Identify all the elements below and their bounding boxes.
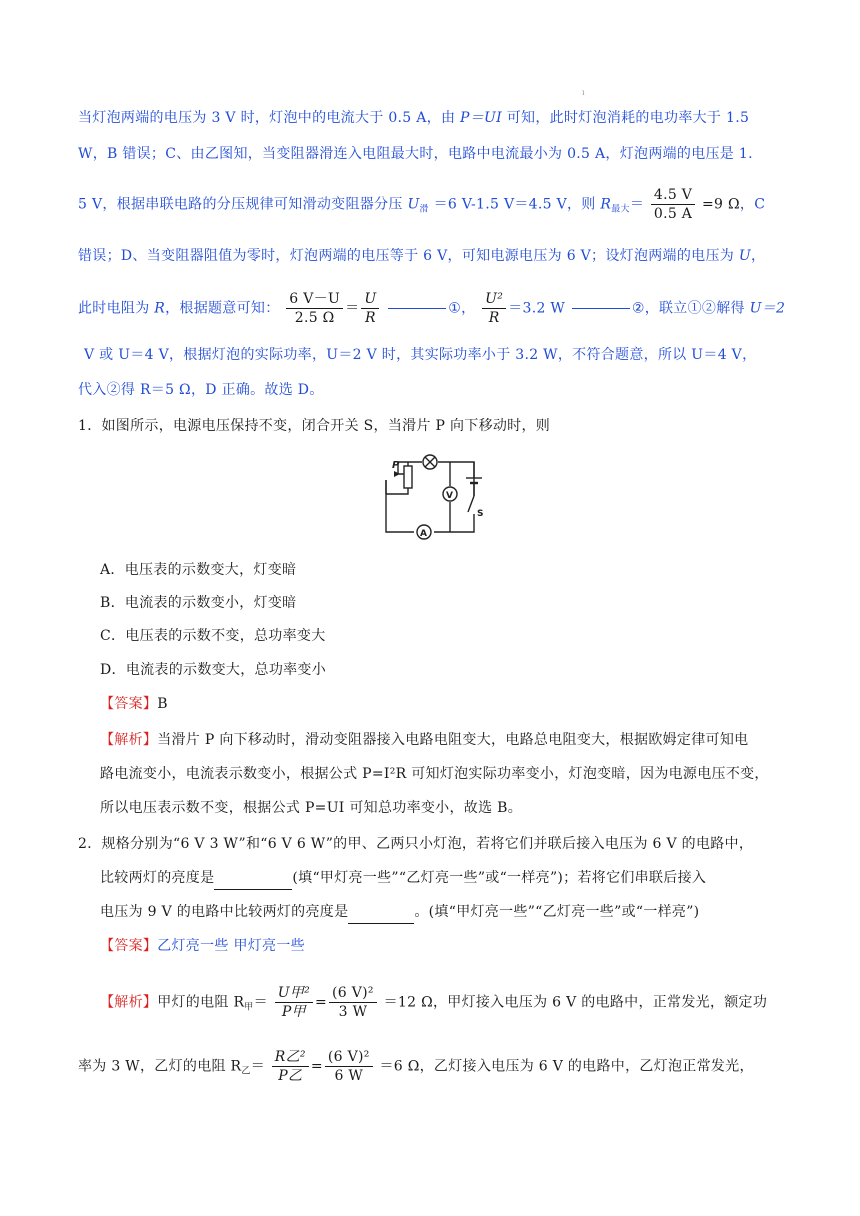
analysis-line-3: 5 V，根据串联电路的分压规律可知滑动变阻器分压 $U_滑 =6$ V-1.5 V＝4.5 V，则 $R_{最大}=$ $\frac{4.5 V}{0.5 A}$ =9 Ω，C [78, 187, 766, 222]
label-p: P [392, 460, 400, 471]
option-d: D．电流表的示数变大，总功率变小 [100, 662, 327, 678]
dash-line [388, 308, 446, 309]
answer-tag: 【答案】 [100, 938, 158, 954]
option-c: C．电压表的示数不变，总功率变大 [100, 628, 326, 644]
analysis-line-1: 当灯泡两端的电压为 3 V 时，灯泡中的电流大于 0.5 A，由 P＝UI 可知，此时灯泡消耗的电功率大于 1.5 [78, 110, 750, 126]
q2-answer: 【答案】乙灯亮一些 甲灯亮一些 [100, 938, 305, 954]
fraction: $\frac{\text{R乙²}}{\text{P乙}}$ [272, 1048, 309, 1085]
q1-analysis-3: 所以电压表示数不变，根据公式 P=UI 可知总功率变小，故选 B。 [100, 800, 523, 816]
q1-answer: 【答案】B [100, 696, 168, 712]
fraction: $\frac{\text{(6 V)²}}{6 W}$ [325, 1048, 373, 1085]
q2-analysis-2: 率为 3 W，乙灯的电阻 $R_乙=$ $\frac{\text{R乙²}}{\text{P乙}}$ = $\frac{\text{(6 V)²}}{6 W}$ ＝6 Ω，乙灯接入电压为 6 V 的电路中，乙灯泡正常发光， [78, 1049, 754, 1084]
fraction: $\frac{\text{(6 V)²}}{3 W}$ [329, 984, 377, 1021]
dash-line [572, 308, 630, 309]
fraction: $\frac{U}{R}$ [361, 290, 379, 327]
page-mark: ı [582, 88, 585, 97]
analysis-line-2: W，B 错误；C、由乙图知，当变阻器滑连入电阻最大时，电路中电流最小为 0.5 A，灯泡两端的电压是 1. [78, 146, 753, 162]
q1-analysis-1: 【解析】当滑片 P 向下移动时，滑动变阻器接入电路电阻变大，电路总电阻变大，根据欧姆定律可知电 [100, 732, 749, 748]
analysis-line-4: 错误；D、当变阻器阻值为零时，灯泡两端的电压等于 6 V，可知电源电压为 6 V；设灯泡两端的电压为 U， [78, 248, 766, 264]
label-v: V [446, 491, 453, 501]
question-2-line-2: 比较两灯的亮度是 (填“甲灯亮一些”“乙灯亮一些”或“一样亮”)；若将它们串联后接入 [100, 866, 706, 890]
analysis-line-6: V 或 U＝4 V，根据灯泡的实际功率，U＝2 V 时，其实际功率小于 3.2 W，不符合题意，所以 U＝4 V， [84, 347, 757, 363]
answer-blank-1[interactable] [214, 873, 292, 890]
fraction: $\frac{6 V-U}{2.5 \Omega}$ [286, 290, 343, 327]
label-a: A [420, 529, 427, 539]
q1-analysis-2: 路电流变小，电流表示数变小，根据公式 P=I²R 可知灯泡实际功率变小，灯泡变暗，因为电源电压不变， [100, 766, 769, 782]
option-b: B．电流表的示数变小，灯变暗 [100, 595, 297, 611]
analysis-tag: 【解析】 [100, 994, 158, 1011]
answer-tag: 【答案】 [100, 696, 158, 712]
answer-blank-2[interactable] [348, 907, 414, 924]
fraction: $\frac{\text{U甲²}}{\text{P甲}}$ [275, 984, 313, 1021]
fraction: $\frac{4.5 V}{0.5 A}$ [651, 186, 695, 223]
analysis-line-7: 代入②得 R＝5 Ω，D 正确。故选 D。 [78, 382, 324, 398]
label-s: S [477, 509, 484, 519]
analysis-line-5: 此时电阻为 R，根据题意可知： $\frac{6 V-U}{2.5 \Omega}$ ＝ $\frac{U}{R}$ ①， $\frac{\text{U²}}{R}$ ＝3.2 W ②，联立①②解得 U＝2 [78, 291, 786, 326]
option-a: A．电压表的示数变大，灯变暗 [100, 562, 297, 578]
q2-analysis-1: 【解析】甲灯的电阻 $R_甲=$ $\frac{\text{U甲²}}{\text{P甲}}$ = $\frac{\text{(6 V)²}}{3 W}$ ＝12 Ω，甲灯接入电压为 6 V 的电路中，正常发光，额定功 [100, 985, 768, 1020]
question-1-stem: 1．如图所示，电源电压保持不变，闭合开关 S，当滑片 P 向下移动时，则 [78, 418, 551, 434]
analysis-tag: 【解析】 [100, 732, 158, 748]
circuit-diagram [376, 452, 488, 544]
question-2-line-3: 电压为 9 V 的电路中比较两灯的亮度是 。(填“甲灯亮一些”“乙灯亮一些”或“一样亮”) [100, 900, 699, 924]
fraction: $\frac{\text{U²}}{R}$ [482, 290, 506, 327]
question-2-line-1: 2．规格分别为“6 V 3 W”和“6 V 6 W”的甲、乙两只小灯泡，若将它们并联后接入电压为 6 V 的电路中， [78, 836, 754, 852]
